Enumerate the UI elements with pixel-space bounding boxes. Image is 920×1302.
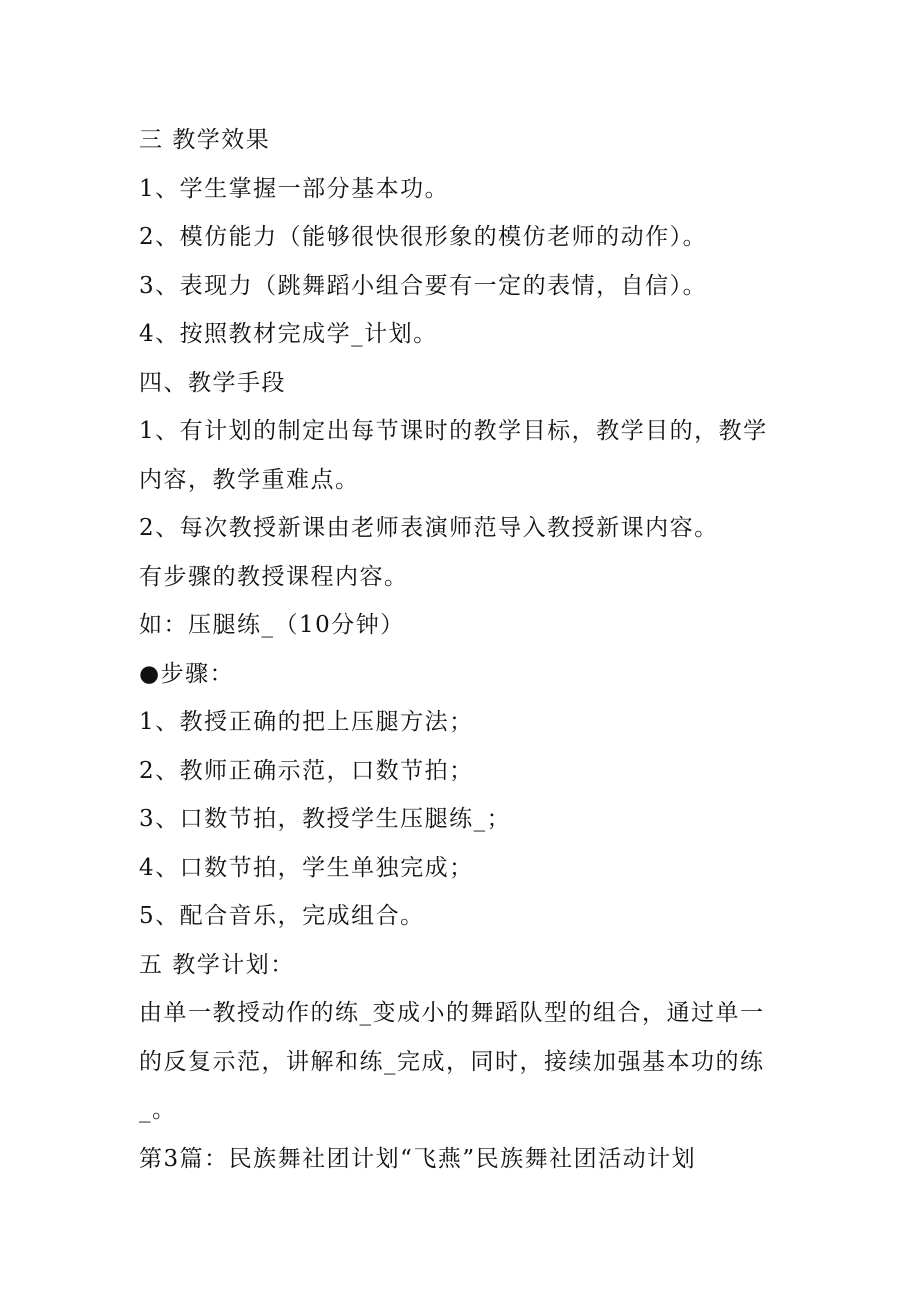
list-item: 1、学生掌握一部分基本功。	[139, 175, 450, 202]
list-item: 4、口数节拍，学生单独完成；	[139, 854, 474, 881]
paragraph-line: 2、每次教授新课由老师表演师范导入教授新课内容。	[139, 515, 719, 541]
list-item: 2、模仿能力（能够很快很形象的模仿老师的动作）。	[139, 224, 708, 250]
paragraph-line: 内容，教学重难点。	[139, 466, 360, 493]
article-title: 第3篇：民族舞社团计划“飞燕”民族舞社团活动计划	[139, 1145, 697, 1172]
document-body	[139, 116, 799, 1183]
paragraph-line: 有步骤的教授课程内容。	[139, 563, 409, 590]
list-item: 5、配合音乐，完成组合。	[139, 903, 425, 929]
list-item: 2、教师正确示范，口数节拍；	[139, 757, 474, 784]
list-item: 4、按照教材完成学_计划。	[139, 321, 438, 347]
steps-heading: ●步骤：	[139, 660, 235, 687]
section-heading-teaching-plan: 五 教学计划：	[139, 951, 295, 978]
paragraph-line: _。	[139, 1097, 177, 1123]
section-heading-teaching-effect: 三 教学效果	[139, 127, 271, 153]
section-heading-teaching-means: 四、教学手段	[139, 369, 286, 396]
paragraph-line: 1、有计划的制定出每节课时的教学目标，教学目的，教学	[139, 418, 768, 444]
paragraph-line: 如：压腿练_（10分钟）	[139, 612, 405, 638]
list-item: 3、口数节拍，教授学生压腿练_；	[139, 806, 512, 832]
paragraph-line: 的反复示范，讲解和练_完成，同时，接续加强基本功的练	[139, 1048, 765, 1075]
paragraph-line: 由单一教授动作的练_变成小的舞蹈队型的组合，通过单一	[139, 1000, 765, 1026]
list-item: 1、教授正确的把上压腿方法；	[139, 709, 474, 735]
list-item: 3、表现力（跳舞蹈小组合要有一定的表情，自信）。	[139, 272, 708, 299]
